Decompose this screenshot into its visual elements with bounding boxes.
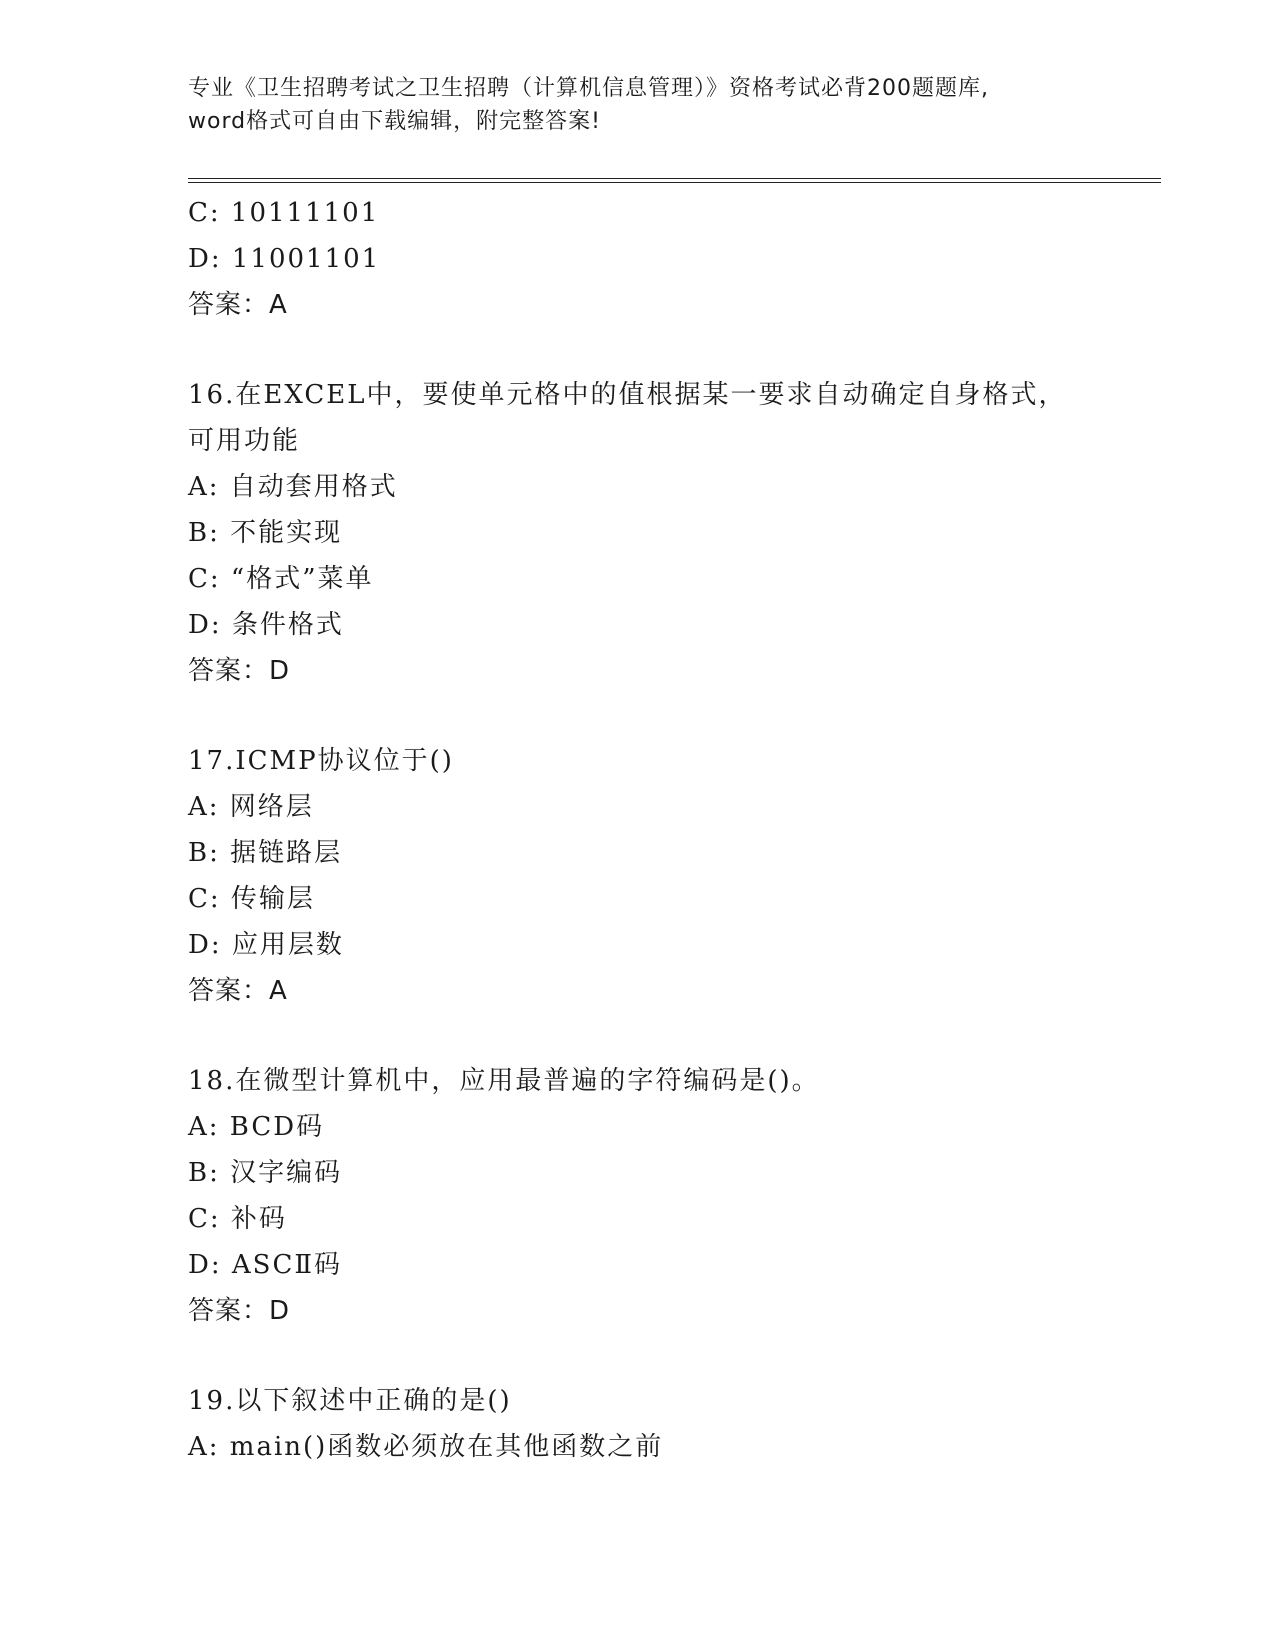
question-stem: 17.ICMP协议位于() xyxy=(188,746,454,776)
document-header xyxy=(188,72,1108,138)
header-divider-bottom xyxy=(188,182,1161,183)
option-c: C: 10111101 xyxy=(188,198,380,228)
header-divider-top xyxy=(188,178,1161,179)
option-d: D: 应用层数 xyxy=(188,930,344,960)
question-19 xyxy=(188,1378,1148,1470)
answer-line: 答案：A xyxy=(188,976,288,1006)
question-18 xyxy=(188,1058,1148,1334)
question-15-tail xyxy=(188,190,1148,328)
question-stem: 16.在EXCEL中，要使单元格中的值根据某一要求自动确定自身格式， xyxy=(188,380,1067,410)
answer-line: 答案：D xyxy=(188,656,291,686)
spacer xyxy=(188,1334,1148,1378)
document-body xyxy=(188,190,1148,1470)
option-c: C: “格式”菜单 xyxy=(188,564,374,594)
question-17 xyxy=(188,738,1148,1014)
option-d: D: ASCⅡ码 xyxy=(188,1250,343,1280)
option-b: B: 据链路层 xyxy=(188,838,343,868)
answer-line: 答案：D xyxy=(188,1296,291,1326)
option-b: B: 汉字编码 xyxy=(188,1158,343,1188)
option-a: A: 自动套用格式 xyxy=(188,472,398,502)
header-title-line-1: 专业《卫生招聘考试之卫生招聘（计算机信息管理）》资格考试必背200题题库, xyxy=(188,76,989,101)
option-a: A: 网络层 xyxy=(188,792,314,822)
option-d: D: 条件格式 xyxy=(188,610,344,640)
header-title-line-2: word格式可自由下载编辑，附完整答案! xyxy=(188,109,601,134)
option-d: D: 11001101 xyxy=(188,244,381,274)
question-stem-continued: 可用功能 xyxy=(188,426,301,456)
question-16 xyxy=(188,372,1148,694)
option-c: C: 传输层 xyxy=(188,884,315,914)
question-stem: 18.在微型计算机中，应用最普遍的字符编码是()。 xyxy=(188,1066,820,1096)
option-a: A: BCD码 xyxy=(188,1112,325,1142)
spacer xyxy=(188,1014,1148,1058)
option-a: A: main()函数必须放在其他函数之前 xyxy=(188,1432,664,1462)
spacer xyxy=(188,328,1148,372)
question-stem: 19.以下叙述中正确的是() xyxy=(188,1386,512,1416)
answer-line: 答案：A xyxy=(188,290,288,320)
spacer xyxy=(188,694,1148,738)
option-c: C: 补码 xyxy=(188,1204,287,1234)
option-b: B: 不能实现 xyxy=(188,518,343,548)
